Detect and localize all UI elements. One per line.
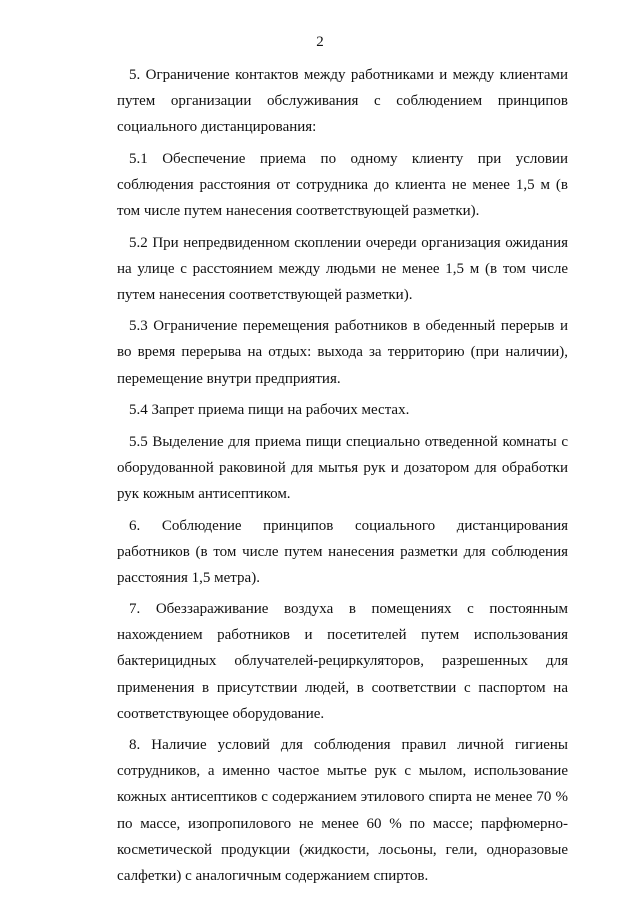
paragraph-item-8: 8. Наличие условий для соблюдения правил личной гигиены сотрудников, а именно частое мытье рук с мылом, использование кожных антисептиков с содержанием этилового спирта не менее 70 % по массе, изопропилового не менее 60 % по массе; парфюмерно-косметической продукции (жидкости, лосьоны, гели, одноразовые салфетки) с аналогичным содержанием спиртов.: [117, 737, 568, 884]
paragraph-item-5-5: 5.5 Выделение для приема пищи специально отведенной комнаты с оборудованной раковиной для мытья рук и дозатором для обработки рук кожным антисептиком.: [117, 433, 568, 502]
document-body: [117, 62, 568, 894]
paragraph-item-5: 5. Ограничение контактов между работниками и между клиентами путем организации обслуживания с соблюдением принципов социального дистанцирования:: [117, 67, 568, 136]
paragraph-item-5-2: 5.2 При непредвиденном скоплении очереди организация ожидания на улице с расстоянием между людьми не менее 1,5 м (в том числе путем нанесения соответствующей разметки).: [117, 234, 568, 303]
paragraph-item-5-3: 5.3 Ограничение перемещения работников в обеденный перерыв и во время перерыва на отдых: выхода за территорию (при наличии), перемещение внутри предприятия.: [117, 318, 568, 387]
paragraph-item-7: 7. Обеззараживание воздуха в помещениях с постоянным нахождением работников и посетителей путем использования бактерицидных облучателей-рециркуляторов, разрешенных для применения в присутствии людей, в соответствии с паспортом на соответствующее оборудование.: [117, 601, 568, 722]
paragraph-item-5-4: 5.4 Запрет приема пищи на рабочих местах.: [129, 402, 410, 419]
paragraph-item-5-1: 5.1 Обеспечение приема по одному клиенту при условии соблюдения расстояния от сотрудника до клиента не менее 1,5 м (в том числе путем нанесения соответствующей разметки).: [117, 150, 568, 219]
paragraph-item-6: 6. Соблюдение принципов социального дистанцирования работников (в том числе путем нанесения разметки для соблюдения расстояния 1,5 метра).: [117, 517, 568, 586]
page-number: 2: [316, 34, 324, 50]
